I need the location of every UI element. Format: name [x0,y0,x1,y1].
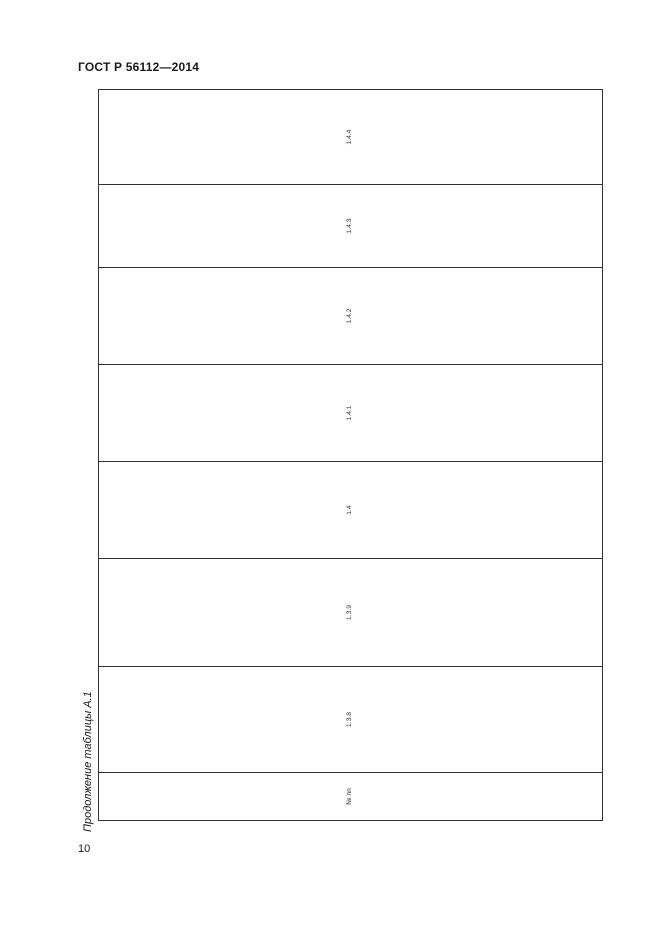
column-header-row-1.3.8: 1.3.8 [99,667,603,773]
column-header-row-1.4.4: 1.4.4 [99,90,603,185]
work-stages-table [98,89,603,821]
column-header-row-1.3.9: 1.3.9 [99,559,603,667]
rotated-table-container [98,90,603,821]
column-header-number: № пп [99,773,603,821]
document-header: ГОСТ Р 56112—2014 [78,60,200,74]
column-header-row-1.4.3: 1.4.3 [99,185,603,268]
page-number: 10 [78,843,91,855]
table-continuation-caption: Продолжение таблицы А.1 [82,691,94,832]
column-header-row-1.4: 1.4 [99,462,603,559]
table-header-row [99,90,603,821]
column-header-row-1.4.2: 1.4.2 [99,268,603,365]
column-header-row-1.4.1: 1.4.1 [99,365,603,462]
